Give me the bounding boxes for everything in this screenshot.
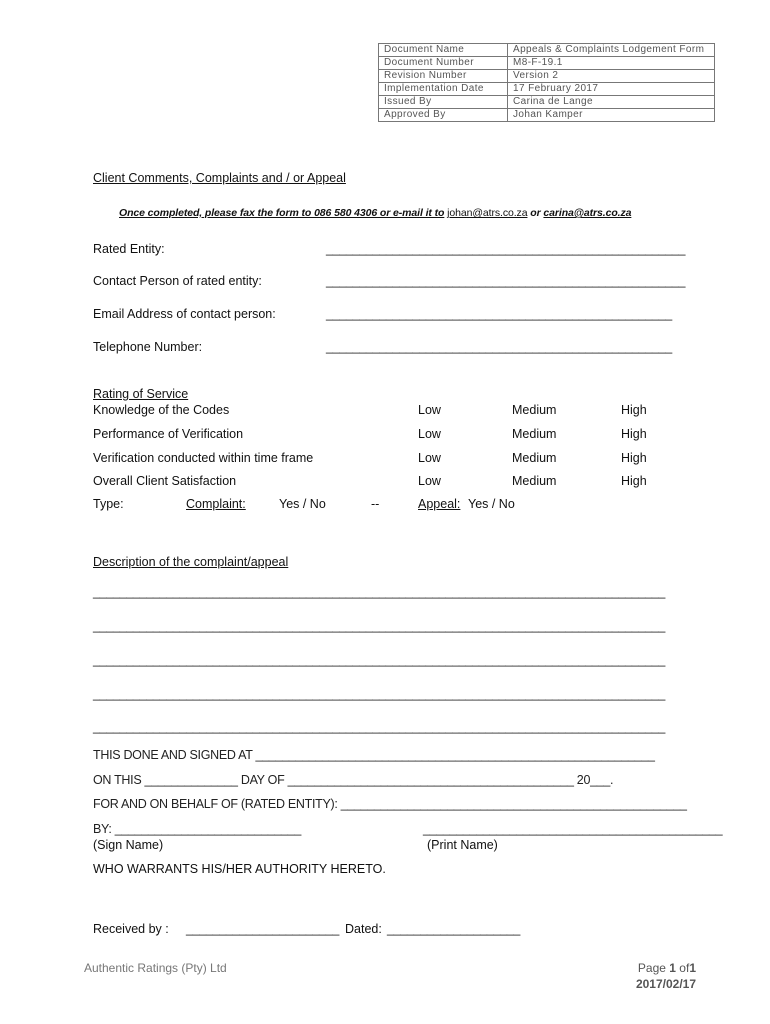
meta-key: Revision Number <box>379 70 508 83</box>
email-address-line[interactable]: ____________________________________________________ <box>326 307 672 321</box>
email-address-label: Email Address of contact person: <box>93 307 276 321</box>
telephone-label: Telephone Number: <box>93 340 203 354</box>
type-separator: -- <box>371 497 380 511</box>
description-title: Description of the complaint/appeal <box>93 555 289 569</box>
footer-date: 2017/02/17 <box>635 977 696 991</box>
meta-row-revision-number <box>379 70 715 83</box>
appeal-label: Appeal: <box>418 497 461 511</box>
complaint-label: Complaint: <box>186 497 246 511</box>
description-line[interactable]: ______________________________________________________________________________________ <box>93 619 666 633</box>
sign-name-caption: (Sign Name) <box>93 838 164 852</box>
rating-medium-option[interactable]: Medium <box>512 451 557 465</box>
meta-value: Version 2 <box>508 70 715 83</box>
meta-value: 17 February 2017 <box>508 83 715 96</box>
meta-key: Document Number <box>379 57 508 70</box>
warrants-authority-text: WHO WARRANTS HIS/HER AUTHORITY HERETO. <box>93 862 386 876</box>
rating-high-option[interactable]: High <box>621 427 647 441</box>
rating-low-option[interactable]: Low <box>418 403 441 417</box>
instruction-middle: or <box>530 207 541 219</box>
telephone-line[interactable]: ____________________________________________________ <box>326 340 672 354</box>
print-name-caption: (Print Name) <box>427 838 498 852</box>
meta-key: Document Name <box>379 44 508 57</box>
rating-title: Rating of Service <box>93 387 189 401</box>
footer-company: Authentic Ratings (Pty) Ltd <box>84 961 227 975</box>
rating-high-option[interactable]: High <box>621 474 647 488</box>
dated-line[interactable]: ____________________ <box>387 922 521 936</box>
complaint-yes-no[interactable]: Yes / No <box>279 497 326 511</box>
description-line[interactable]: ______________________________________________________________________________________ <box>93 720 666 734</box>
received-by-line[interactable]: _______________________ <box>186 922 339 936</box>
contact-person-line[interactable]: ______________________________________________________ <box>326 274 686 288</box>
description-line[interactable]: ______________________________________________________________________________________ <box>93 585 666 599</box>
page-prefix: Page <box>637 961 666 975</box>
rating-medium-option[interactable]: Medium <box>512 403 557 417</box>
page-total: 1 <box>689 961 696 975</box>
rating-row-label: Knowledge of the Codes <box>93 403 230 417</box>
rating-low-option[interactable]: Low <box>418 474 441 488</box>
meta-key: Implementation Date <box>379 83 508 96</box>
rating-medium-option[interactable]: Medium <box>512 427 557 441</box>
rating-row-label: Overall Client Satisfaction <box>93 474 237 488</box>
rating-high-option[interactable]: High <box>621 451 647 465</box>
meta-value: Appeals & Complaints Lodgement Form <box>508 44 715 57</box>
rating-low-option[interactable]: Low <box>418 451 441 465</box>
rating-row-label: Performance of Verification <box>93 427 244 441</box>
rated-entity-line[interactable]: ______________________________________________________ <box>326 242 686 256</box>
signed-at-line[interactable]: THIS DONE AND SIGNED AT ____________________________________________________________ <box>93 748 655 762</box>
form-heading: Client Comments, Complaints and / or Appeal <box>93 171 346 185</box>
rating-low-option[interactable]: Low <box>418 427 441 441</box>
contact-person-label: Contact Person of rated entity: <box>93 274 262 288</box>
page-current: 1 <box>669 961 676 975</box>
meta-value: M8-F-19.1 <box>508 57 715 70</box>
rated-entity-label: Rated Entity: <box>93 242 165 256</box>
meta-value: Carina de Lange <box>508 96 715 109</box>
fax-email-instruction <box>119 207 631 219</box>
email-link-johan[interactable]: johan@atrs.co.za <box>447 207 528 219</box>
rating-row-label: Verification conducted within time frame <box>93 451 314 465</box>
on-behalf-line[interactable]: FOR AND ON BEHALF OF (RATED ENTITY): ____________________________________________________ <box>93 797 687 811</box>
page-of: of <box>679 961 690 975</box>
meta-row-document-name <box>379 44 715 57</box>
received-by-label: Received by : <box>93 922 169 936</box>
meta-value: Johan Kamper <box>508 109 715 122</box>
meta-row-approved-by <box>379 109 715 122</box>
meta-row-document-number <box>379 57 715 70</box>
print-name-line[interactable]: _____________________________________________ <box>423 822 723 836</box>
description-line[interactable]: ______________________________________________________________________________________ <box>93 687 666 701</box>
meta-row-issued-by <box>379 96 715 109</box>
document-meta-table <box>378 43 715 122</box>
description-line[interactable]: ______________________________________________________________________________________ <box>93 653 666 667</box>
appeal-yes-no[interactable]: Yes / No <box>468 497 515 511</box>
instruction-prefix: Once completed, please fax the form to 086 580 4306 or e-mail it to <box>119 207 445 219</box>
meta-row-implementation-date <box>379 83 715 96</box>
email-link-carina: carina@atrs.co.za <box>543 207 632 219</box>
rating-high-option[interactable]: High <box>621 403 647 417</box>
sign-by-line[interactable]: BY: ____________________________ <box>93 822 301 836</box>
meta-key: Approved By <box>379 109 508 122</box>
rating-medium-option[interactable]: Medium <box>512 474 557 488</box>
footer-page-number <box>638 961 696 975</box>
on-this-day-line[interactable]: ON THIS ______________ DAY OF ___________________________________________ 20___. <box>93 773 614 787</box>
type-label: Type: <box>93 497 124 511</box>
dated-label: Dated: <box>345 922 382 936</box>
meta-key: Issued By <box>379 96 508 109</box>
